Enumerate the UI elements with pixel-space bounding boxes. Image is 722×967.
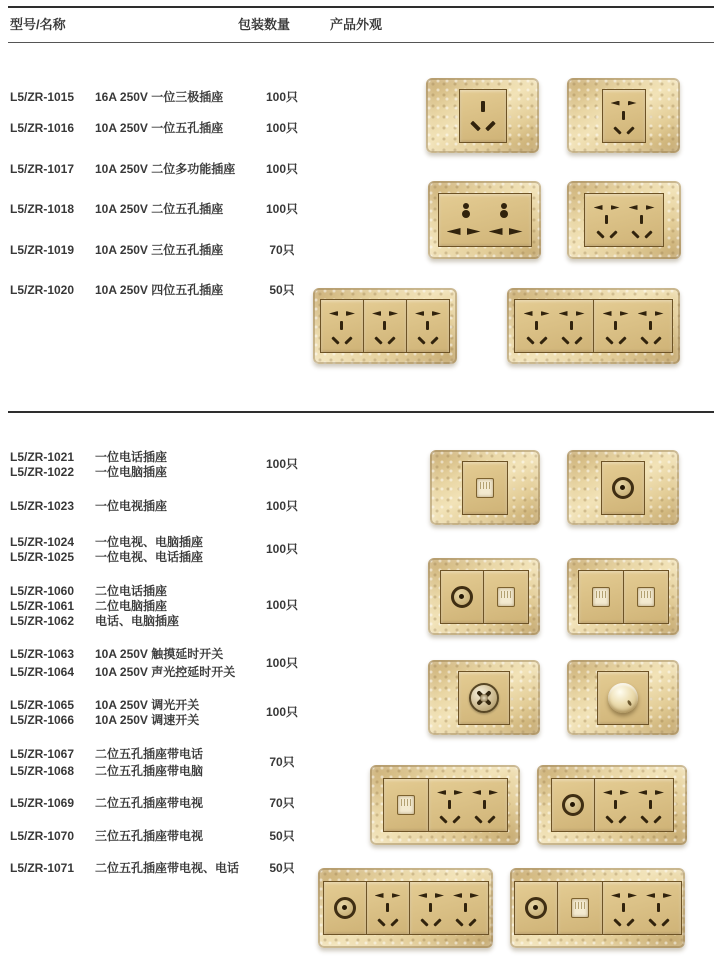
md-glyph	[535, 321, 538, 330]
tr-glyph	[628, 893, 637, 898]
br-glyph	[468, 918, 476, 926]
md-glyph	[614, 800, 617, 809]
tv-coax-connector-module	[323, 881, 367, 935]
bl-glyph	[640, 336, 648, 344]
product-name: 10A 250V 三位五孔插座	[95, 243, 224, 257]
fh-glyph	[601, 306, 631, 346]
br-glyph	[387, 336, 395, 344]
module-row	[428, 558, 540, 635]
module-row	[537, 765, 687, 845]
tl-glyph	[524, 311, 533, 316]
tl-glyph	[415, 311, 424, 316]
pack-quantity: 70只	[269, 796, 295, 810]
module-row	[370, 765, 520, 845]
br-glyph	[485, 120, 496, 131]
product-image-1020	[507, 288, 680, 364]
pack-quantity: 70只	[269, 243, 295, 257]
double-five-hole-socket-module	[428, 778, 508, 832]
br-glyph	[653, 815, 661, 823]
br-glyph	[653, 336, 661, 344]
tl-glyph	[559, 311, 568, 316]
module-row	[428, 181, 541, 259]
tr-glyph	[489, 790, 498, 795]
product-name: 10A 250V 触摸延时开关	[95, 647, 224, 661]
tr-glyph	[628, 101, 637, 106]
tvr-glyph	[562, 794, 584, 816]
br-glyph	[618, 336, 626, 344]
pack-quantity: 70只	[269, 755, 295, 769]
model-number: L5/ZR-1063	[10, 647, 75, 661]
tr-glyph	[541, 311, 550, 316]
bl-glyph	[420, 918, 428, 926]
tv-coax-connector-module	[601, 461, 645, 515]
tr-glyph	[435, 893, 444, 898]
module-row	[567, 558, 679, 635]
model-number: L5/ZR-1020	[10, 283, 75, 297]
modular-jack-module	[483, 570, 529, 624]
module-row	[567, 181, 681, 259]
bl-glyph	[561, 336, 569, 344]
model-number: L5/ZR-1018	[10, 202, 75, 216]
model-number: L5/ZR-1016	[10, 121, 75, 135]
bl-glyph	[470, 120, 481, 131]
tl-glyph	[437, 790, 446, 795]
bl-glyph	[417, 336, 425, 344]
tr-glyph	[620, 790, 629, 795]
double-five-hole-socket-module	[409, 881, 489, 935]
modular-jack-module	[578, 570, 624, 624]
mu2-glyph	[445, 199, 525, 241]
product-image-1015	[426, 78, 539, 153]
rjp-glyph	[637, 587, 655, 607]
tr-glyph	[663, 893, 672, 898]
product-name: 三位五孔插座带电视	[95, 829, 204, 843]
bl-glyph	[613, 918, 621, 926]
br-glyph	[344, 336, 352, 344]
fh-glyph	[557, 306, 587, 346]
column-header-quantity: 包装数量	[238, 17, 291, 32]
br-glyph	[452, 815, 460, 823]
br-glyph	[574, 336, 582, 344]
model-number: L5/ZR-1015	[10, 90, 75, 104]
md-glyph	[605, 215, 608, 224]
md-glyph	[657, 903, 660, 912]
tv-coax-connector-module	[440, 570, 484, 624]
pack-quantity: 100只	[265, 90, 299, 104]
tl-glyph	[329, 311, 338, 316]
model-number: L5/ZR-1062	[10, 614, 75, 628]
three-pin-socket-module	[459, 89, 507, 143]
tl-glyph	[472, 790, 481, 795]
tp3-glyph	[466, 95, 500, 137]
rjp-glyph	[397, 795, 415, 815]
fh-glyph	[609, 888, 639, 928]
modular-jack-module	[462, 461, 508, 515]
fh-glyph	[522, 306, 552, 346]
product-image-1018	[567, 181, 681, 259]
fh-glyph	[644, 888, 674, 928]
br-glyph	[487, 815, 495, 823]
multifunction-socket-module	[438, 193, 532, 247]
model-number: L5/ZR-1068	[10, 764, 75, 778]
tr-glyph	[346, 311, 355, 316]
md-glyph	[383, 321, 386, 330]
product-image-1021-1022	[430, 450, 540, 525]
br-glyph	[433, 918, 441, 926]
md-glyph	[614, 321, 617, 330]
br-glyph	[626, 918, 634, 926]
fh-glyph	[416, 888, 446, 928]
product-image-1024-1025	[428, 558, 540, 635]
pack-quantity: 100只	[265, 705, 299, 719]
bl-glyph	[596, 230, 604, 238]
rjp-glyph	[497, 587, 515, 607]
bl-glyph	[526, 336, 534, 344]
product-image-1067-1068	[370, 765, 520, 845]
tl-glyph	[611, 893, 620, 898]
tr-glyph	[392, 893, 401, 898]
rjp-glyph	[592, 587, 610, 607]
sv-glyph	[481, 101, 485, 112]
column-header-model-name: 型号/名称	[10, 17, 66, 32]
product-image-1017	[428, 181, 541, 259]
md-glyph	[570, 321, 573, 330]
product-name: 10A 250V 一位五孔插座	[95, 121, 224, 135]
module-row	[567, 450, 679, 525]
model-number: L5/ZR-1025	[10, 550, 75, 564]
pack-quantity: 100只	[265, 457, 299, 471]
product-name: 10A 250V 二位五孔插座	[95, 202, 224, 216]
br-glyph	[539, 336, 547, 344]
module-row	[318, 868, 493, 948]
product-image-1065-1066	[567, 660, 679, 735]
fh-glyph	[601, 785, 631, 825]
tr-glyph	[611, 205, 620, 210]
product-name: 一位电脑插座	[95, 465, 168, 479]
model-number: L5/ZR-1060	[10, 584, 75, 598]
tr-glyph	[655, 311, 664, 316]
module-row	[426, 78, 539, 153]
double-five-hole-socket-module	[584, 193, 664, 247]
tvr-glyph	[612, 477, 634, 499]
br-glyph	[390, 918, 398, 926]
product-name: 二位五孔插座带电视、电话	[95, 861, 240, 875]
five-hole-socket-module	[366, 881, 410, 935]
five-hole-socket-module	[320, 299, 364, 353]
modular-jack-module	[557, 881, 603, 935]
br-glyph	[661, 918, 669, 926]
kb-glyph	[608, 683, 638, 713]
product-name: 二位五孔插座带电视	[95, 796, 204, 810]
product-name: 二位五孔插座带电脑	[95, 764, 204, 778]
tl-glyph	[603, 311, 612, 316]
bl-glyph	[331, 336, 339, 344]
bl-glyph	[377, 918, 385, 926]
bl-glyph	[605, 336, 613, 344]
md-glyph	[649, 321, 652, 330]
product-name: 10A 250V 调速开关	[95, 713, 200, 727]
fh-glyph	[373, 888, 403, 928]
tr-glyph	[389, 311, 398, 316]
product-image-1023	[567, 450, 679, 525]
double-five-hole-socket-module	[602, 881, 682, 935]
double-five-hole-socket-module	[514, 299, 594, 353]
fh-glyph	[592, 200, 622, 240]
modular-jack-module	[383, 778, 429, 832]
md-glyph	[448, 800, 451, 809]
tr-glyph	[454, 790, 463, 795]
fh-glyph	[636, 306, 666, 346]
md-glyph	[464, 903, 467, 912]
br-glyph	[626, 126, 634, 134]
tl-glyph	[611, 101, 620, 106]
model-number: L5/ZR-1064	[10, 665, 75, 679]
tvr-glyph	[525, 897, 547, 919]
product-image-1063-1064	[428, 660, 540, 735]
bl-glyph	[455, 918, 463, 926]
md-glyph	[340, 321, 343, 330]
tv-coax-connector-module	[551, 778, 595, 832]
br-glyph	[644, 230, 652, 238]
ms-glyph	[467, 228, 481, 235]
product-name: 10A 250V 二位多功能插座	[95, 162, 236, 176]
five-hole-socket-module	[406, 299, 450, 353]
model-number: L5/ZR-1019	[10, 243, 75, 257]
md-glyph	[622, 903, 625, 912]
rotary-knob-module	[597, 671, 649, 725]
fh-glyph	[451, 888, 481, 928]
model-number: L5/ZR-1017	[10, 162, 75, 176]
product-image-1071	[510, 868, 685, 948]
ms-glyph	[447, 228, 461, 235]
touch-delay-button-module	[458, 671, 510, 725]
product-name: 一位电视、电脑插座	[95, 535, 204, 549]
product-name: 二位五孔插座带电话	[95, 747, 204, 761]
md-glyph	[640, 215, 643, 224]
tvr-glyph	[451, 586, 473, 608]
br-glyph	[430, 336, 438, 344]
ms-glyph	[509, 228, 523, 235]
model-number: L5/ZR-1067	[10, 747, 75, 761]
fh-glyph	[370, 306, 400, 346]
tl-glyph	[603, 790, 612, 795]
br-glyph	[609, 230, 617, 238]
model-number: L5/ZR-1071	[10, 861, 75, 875]
fh-glyph	[636, 785, 666, 825]
tr-glyph	[655, 790, 664, 795]
product-name: 10A 250V 四位五孔插座	[95, 283, 224, 297]
tl-glyph	[372, 311, 381, 316]
pack-quantity: 50只	[269, 861, 295, 875]
module-row	[507, 288, 680, 364]
rjp-glyph	[476, 478, 494, 498]
fh-glyph	[609, 96, 639, 136]
double-five-hole-socket-module	[594, 778, 674, 832]
model-number: L5/ZR-1021	[10, 450, 75, 464]
tl-glyph	[638, 311, 647, 316]
column-header-appearance: 产品外观	[330, 17, 383, 32]
product-image-1069	[537, 765, 687, 845]
tr-glyph	[620, 311, 629, 316]
tl-glyph	[418, 893, 427, 898]
product-image-1016	[567, 78, 680, 153]
module-row	[567, 78, 680, 153]
bl-glyph	[613, 126, 621, 134]
product-name: 10A 250V 声光控延时开关	[95, 665, 236, 679]
tl-glyph	[638, 790, 647, 795]
fh-glyph	[413, 306, 443, 346]
md-glyph	[429, 903, 432, 912]
fh-glyph	[627, 200, 657, 240]
module-row	[430, 450, 540, 525]
tl-glyph	[453, 893, 462, 898]
product-name: 电话、电脑插座	[95, 614, 180, 628]
tr-glyph	[576, 311, 585, 316]
br-glyph	[618, 815, 626, 823]
module-row	[313, 288, 457, 364]
md-glyph	[622, 111, 625, 120]
pack-quantity: 50只	[269, 829, 295, 843]
model-number: L5/ZR-1069	[10, 796, 75, 810]
modular-jack-module	[623, 570, 669, 624]
fh-glyph	[470, 785, 500, 825]
model-number: L5/ZR-1024	[10, 535, 75, 549]
tb-glyph	[469, 683, 499, 713]
tl-glyph	[594, 205, 603, 210]
product-image-1060-1062	[567, 558, 679, 635]
md-glyph	[386, 903, 389, 912]
tv-coax-connector-module	[514, 881, 558, 935]
module-row	[510, 868, 685, 948]
c8-glyph	[462, 203, 470, 218]
model-number: L5/ZR-1023	[10, 499, 75, 513]
model-number: L5/ZR-1022	[10, 465, 75, 479]
module-row	[567, 660, 679, 735]
fh-glyph	[435, 785, 465, 825]
product-name: 一位电视、电话插座	[95, 550, 204, 564]
product-name: 二位电话插座	[95, 584, 168, 598]
tl-glyph	[629, 205, 638, 210]
bl-glyph	[640, 815, 648, 823]
tl-glyph	[375, 893, 384, 898]
pack-quantity: 100只	[265, 656, 299, 670]
bl-glyph	[631, 230, 639, 238]
model-number: L5/ZR-1070	[10, 829, 75, 843]
bl-glyph	[374, 336, 382, 344]
md-glyph	[483, 800, 486, 809]
pack-quantity: 100只	[265, 162, 299, 176]
tr-glyph	[646, 205, 655, 210]
tr-glyph	[470, 893, 479, 898]
md-glyph	[426, 321, 429, 330]
product-name: 16A 250V 一位三极插座	[95, 90, 224, 104]
product-image-1019	[313, 288, 457, 364]
pack-quantity: 100只	[265, 202, 299, 216]
pack-quantity: 100只	[265, 598, 299, 612]
double-five-hole-socket-module	[593, 299, 673, 353]
pack-quantity: 100只	[265, 499, 299, 513]
bl-glyph	[648, 918, 656, 926]
tr-glyph	[432, 311, 441, 316]
pack-quantity: 50只	[269, 283, 295, 297]
five-hole-socket-module	[602, 89, 646, 143]
bl-glyph	[439, 815, 447, 823]
model-number: L5/ZR-1065	[10, 698, 75, 712]
model-number: L5/ZR-1066	[10, 713, 75, 727]
model-number: L5/ZR-1061	[10, 599, 75, 613]
rjp-glyph	[571, 898, 589, 918]
tvr-glyph	[334, 897, 356, 919]
fh-glyph	[327, 306, 357, 346]
md-glyph	[649, 800, 652, 809]
product-image-1070	[318, 868, 493, 948]
product-name: 10A 250V 调光开关	[95, 698, 200, 712]
product-name: 二位电脑插座	[95, 599, 168, 613]
bl-glyph	[474, 815, 482, 823]
c8-glyph	[500, 203, 508, 218]
product-name: 一位电视插座	[95, 499, 168, 513]
tl-glyph	[646, 893, 655, 898]
five-hole-socket-module	[363, 299, 407, 353]
pack-quantity: 100只	[265, 542, 299, 556]
product-name: 一位电话插座	[95, 450, 168, 464]
module-row	[428, 660, 540, 735]
ms-glyph	[489, 228, 503, 235]
bl-glyph	[605, 815, 613, 823]
pack-quantity: 100只	[265, 121, 299, 135]
